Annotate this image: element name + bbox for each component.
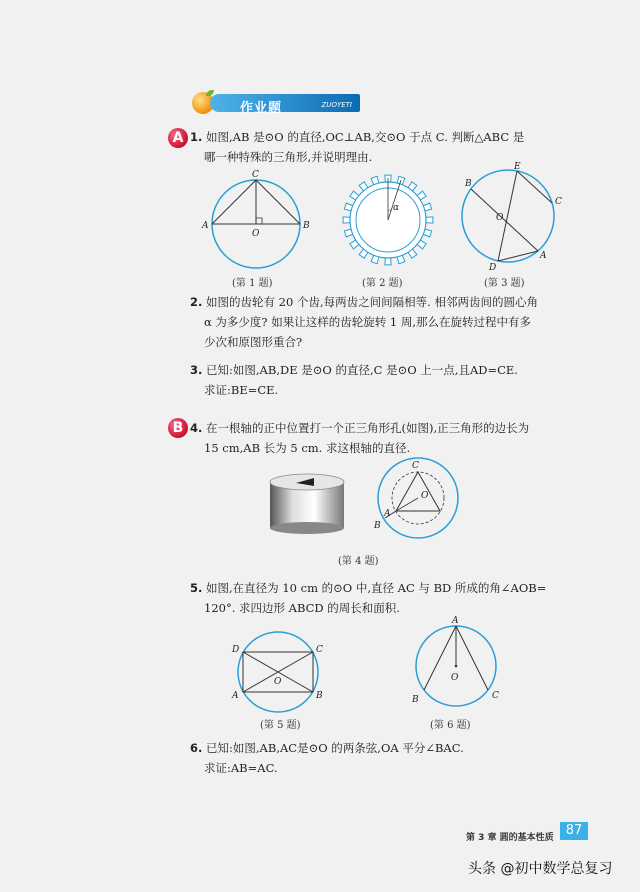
question-2-line-1: 如图的齿轮有 20 个齿,每两齿之间间隔相等. 相邻两齿间的圆心角	[206, 295, 538, 309]
figure-3-caption: (第 3 题)	[484, 278, 525, 289]
chapter-title: 第 3 章 圆的基本性质	[466, 833, 554, 843]
figure-4-label-o: O	[421, 491, 429, 501]
figure-5-label-o: O	[274, 677, 282, 687]
watermark: 头条 @初中数学总复习	[468, 861, 613, 877]
figure-1-label-a: A	[202, 221, 209, 231]
figure-5-label-c: C	[316, 645, 323, 655]
question-2-line-2: α 为多少度? 如果让这样的齿轮旋转 1 周,那么在旋转过程中有多	[204, 315, 532, 329]
figure-3-label-o: O	[496, 213, 504, 223]
figure-2-label-alpha: α	[393, 203, 400, 213]
question-6-number: 6.	[190, 741, 203, 755]
question-1-number: 1.	[190, 130, 203, 144]
figure-4-label-a: A	[384, 509, 391, 519]
question-5-number: 5.	[190, 581, 203, 595]
question-4-number: 4.	[190, 421, 203, 435]
section-header	[188, 90, 360, 116]
figure-3-label-e: E	[514, 162, 521, 172]
figure-6-chord-ac	[456, 626, 488, 690]
question-6-line-1: 已知:如图,AB,AC是⊙O 的两条弦,OA 平分∠BAC.	[206, 741, 464, 755]
figure-3-diameter-ba	[471, 189, 538, 251]
question-3-line-1: 已知:如图,AB,DE 是⊙O 的直径,C 是⊙O 上一点,且AD=CE.	[206, 363, 518, 377]
figure-3-label-c: C	[555, 197, 562, 207]
figure-3-label-d: D	[489, 263, 497, 272]
level-b-badge: B	[168, 418, 188, 438]
figure-3-chord-ec	[517, 171, 552, 203]
figure-3	[456, 160, 566, 272]
figure-4-cross-section	[366, 456, 466, 540]
figure-4-cylinder	[262, 466, 352, 536]
question-6	[190, 738, 464, 778]
figure-1-label-b: B	[303, 221, 310, 231]
figure-2-caption: (第 2 题)	[362, 278, 403, 289]
question-5-line-1: 如图,在直径为 10 cm 的⊙O 中,直径 AC 与 BD 所成的角∠AOB=	[206, 581, 547, 595]
figure-3-label-a: A	[540, 251, 547, 261]
figure-6-label-c: C	[492, 691, 499, 701]
figure-1	[200, 166, 312, 272]
figure-6-center-point	[455, 665, 458, 668]
figure-1-label-o: O	[252, 229, 260, 239]
figure-4-cylinder-bottom	[270, 522, 344, 534]
question-2-number: 2.	[190, 295, 203, 309]
question-5-line-2: 120°. 求四边形 ABCD 的周长和面积.	[204, 601, 400, 615]
figure-5-caption: (第 5 题)	[260, 720, 301, 731]
question-3-line-2: 求证:BE=CE.	[204, 383, 279, 397]
figure-4-caption: (第 4 题)	[338, 556, 379, 567]
page-number: 87	[560, 822, 588, 840]
question-2	[190, 292, 538, 352]
figure-1-caption: (第 1 题)	[232, 278, 273, 289]
question-3-number: 3.	[190, 363, 203, 377]
question-1-line-2: 哪一种特殊的三角形,并说明理由.	[204, 150, 373, 164]
question-4-line-1: 在一根轴的正中位置打一个正三角形孔(如图),正三角形的边长为	[206, 421, 530, 435]
figure-5-label-d: D	[232, 645, 240, 655]
figure-6	[404, 614, 508, 714]
section-title: 作业题	[240, 101, 283, 116]
question-6-line-2: 求证:AB=AC.	[204, 761, 278, 775]
figure-6-label-b: B	[412, 695, 419, 705]
question-2-line-3: 少次和原图形重合?	[204, 335, 303, 349]
section-subtitle: ZUOYETI	[321, 101, 352, 109]
figure-4-triangle	[396, 472, 440, 511]
figure-6-label-a: A	[452, 616, 459, 626]
question-5	[190, 578, 546, 618]
question-4	[190, 418, 529, 458]
figure-6-label-o: O	[451, 673, 459, 683]
figure-4-label-c: C	[412, 461, 419, 471]
figure-3-label-b: B	[465, 179, 472, 189]
figure-5-label-b: B	[316, 691, 323, 701]
figure-1-label-c: C	[252, 170, 259, 180]
question-3	[190, 360, 518, 400]
level-a-badge: A	[168, 128, 188, 148]
question-1-line-1: 如图,AB 是⊙O 的直径,OC⊥AB,交⊙O 于点 C. 判断△ABC 是	[206, 130, 525, 144]
figure-4-label-b: B	[374, 521, 381, 531]
figure-5-label-a: A	[232, 691, 239, 701]
figure-6-caption: (第 6 题)	[430, 720, 471, 731]
section-bar	[210, 94, 360, 116]
question-4-line-2: 15 cm,AB 长为 5 cm. 求这根轴的直径.	[204, 441, 411, 455]
figure-2	[338, 170, 438, 270]
figure-1-right-angle	[256, 218, 262, 224]
figure-5	[228, 630, 332, 716]
